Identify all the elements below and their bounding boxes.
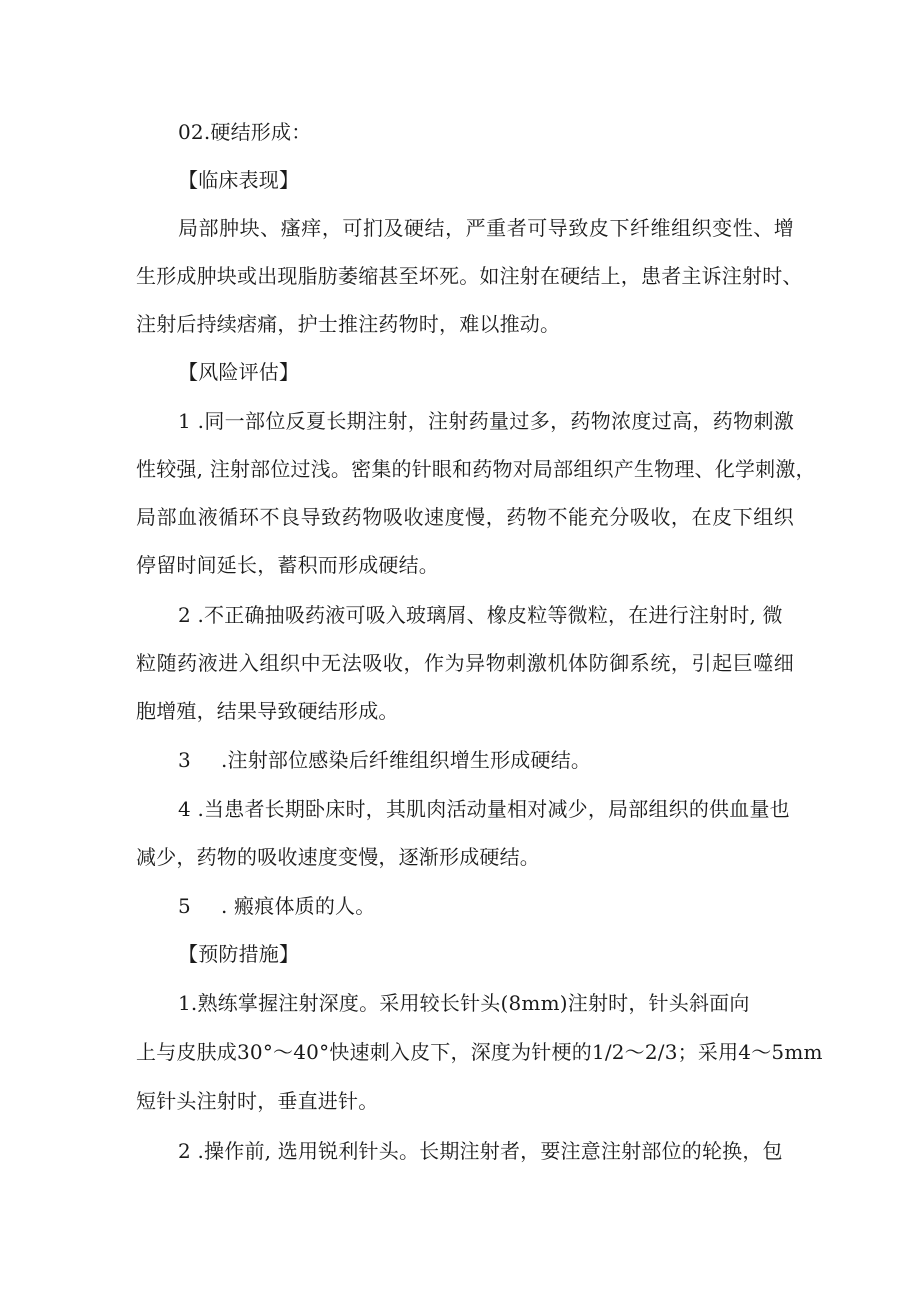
clinical-line: 注射后持续痞痛，护士推注药物时，难以推动。 xyxy=(136,312,561,336)
prevent-item1-line: 短针头注射时，垂直进针。 xyxy=(136,1089,379,1113)
clinical-line: 生形成肿块或出现脂肪萎缩甚至坏死。如注射在硬结上，患者主诉注射时、 xyxy=(136,264,803,288)
risk-item4-line: 减少，药物的吸收速度变慢，逐渐形成硬结。 xyxy=(136,845,540,869)
risk-item1-line: 停留时间延长，蓄积而形成硬结。 xyxy=(136,553,439,577)
risk-item1-line: 局部血液循环不良导致药物吸收速度慢，药物不能充分吸收，在皮下组织 xyxy=(136,505,794,529)
risk-item3 xyxy=(178,746,591,774)
risk-item2-line: 2 .不正确抽吸药液可吸入玻璃屑、橡皮粒等微粒，在进行注射时, 微 xyxy=(178,603,783,627)
risk-item3-text: .注射部位感染后纤维组织增生形成硬结。 xyxy=(220,748,592,772)
risk-item4-line: 4 .当患者长期卧床时，其肌肉活动量相对减少，局部组织的供血量也 xyxy=(178,797,790,821)
risk-item1-line: 性较强, 注射部位过浅。密集的针眼和药物对局部组织产生物理、化学刺激， xyxy=(136,457,816,481)
risk-item3-number: 3 xyxy=(178,748,191,772)
clinical-line: 局部肿块、瘙痒，可扪及硬结，严重者可导致皮下纤维组织变性、增 xyxy=(178,216,794,240)
risk-item2-line: 胞增殖，结果导致硬结形成。 xyxy=(136,699,399,723)
clinical-title: 【临床表现】 xyxy=(178,168,300,192)
prevent-item2-line: 2 .操作前, 选用锐利针头。长期注射者，要注意注射部位的轮换，包 xyxy=(178,1139,783,1163)
risk-item5-text: . 瘢痕体质的人。 xyxy=(220,894,376,918)
risk-title: 【风险评估】 xyxy=(178,360,300,384)
risk-item2-line: 粒随药液进入组织中无法吸收，作为异物刺激机体防御系统，引起巨噬细 xyxy=(136,651,794,675)
prevent-title: 【预防措施】 xyxy=(178,942,300,966)
risk-item5 xyxy=(178,892,375,920)
prevent-item1-line: 上与皮肤成30°〜40°快速刺入皮下，深度为针梗的1/2〜2/3；采用4〜5mm xyxy=(136,1040,823,1064)
prevent-item1-line: 1.熟练掌握注射深度。采用较长针头(8mm)注射时，针头斜面向 xyxy=(178,991,750,1015)
risk-item1-line: 1 .同一部位反夏长期注射，注射药量过多，药物浓度过高，药物刺激 xyxy=(178,409,794,433)
section-heading: 02.硬结形成： xyxy=(178,120,312,144)
risk-item5-number: 5 xyxy=(178,894,191,918)
